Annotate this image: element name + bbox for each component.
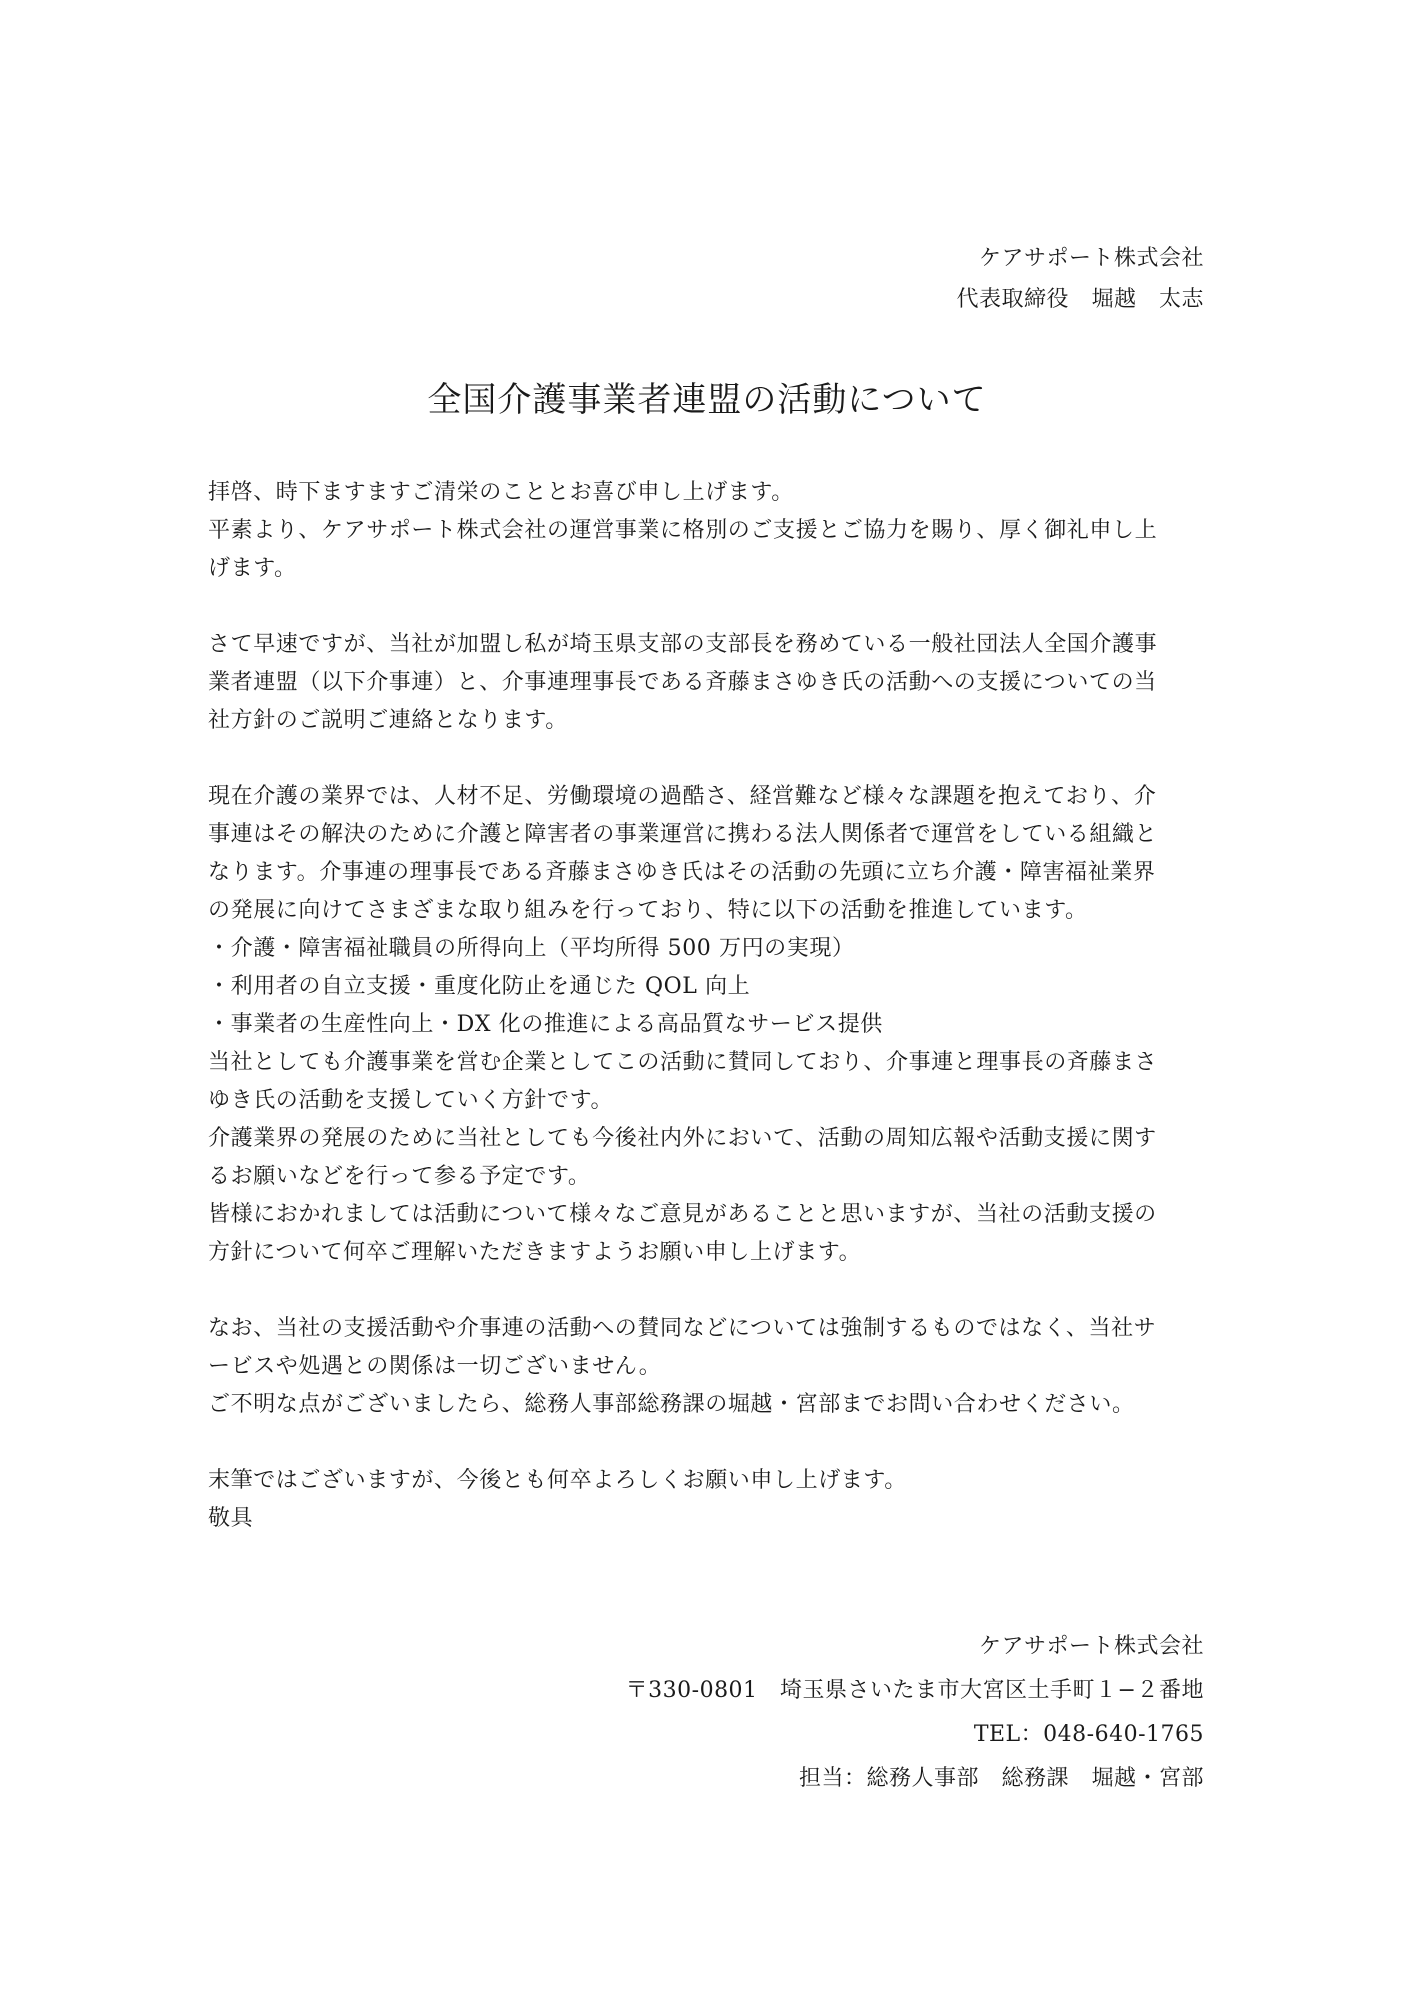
body-line: 末筆ではございますが、今後とも何卒よろしくお願い申し上げます。: [208, 1468, 907, 1493]
body-line: 業者連盟（以下介事連）と、介事連理事長である斉藤まさゆき氏の活動への支援についての当: [208, 670, 1157, 695]
paragraph-note: [208, 1310, 1208, 1424]
bullet-item: ・利用者の自立支援・重度化防止を通じた QOL 向上: [208, 974, 751, 999]
body-line: 社方針のご説明ご連絡となります。: [208, 708, 568, 733]
body-line: ご不明な点がございましたら、総務人事部総務課の堀越・宮部までお問い合わせください。: [208, 1392, 1135, 1417]
paragraph-activities: [208, 778, 1208, 1272]
closing-keigu: 敬具: [208, 1506, 254, 1531]
body-line: ービスや処遇との関係は一切ございません。: [208, 1354, 662, 1379]
bullet-item: ・介護・障害福祉職員の所得向上（平均所得 500 万円の実現）: [208, 936, 855, 961]
sender-company: ケアサポート株式会社: [978, 246, 1204, 271]
footer-signature: [626, 1625, 1204, 1801]
body-line: げます。: [208, 556, 297, 581]
body-line: なお、当社の支援活動や介事連の活動への賛同などについては強制するものではなく、当社サ: [208, 1316, 1157, 1341]
body-line: の発展に向けてさまざまな取り組みを行っており、特に以下の活動を推進しています。: [208, 898, 1088, 923]
footer-contact: 担当：総務人事部 総務課 堀越・宮部: [798, 1766, 1204, 1791]
bullet-item: ・事業者の生産性向上・DX 化の推進による高品質なサービス提供: [208, 1012, 883, 1037]
letter-body: [208, 474, 1208, 1538]
body-line: 方針について何卒ご理解いただきますようお願い申し上げます。: [208, 1240, 862, 1265]
body-line: 当社としても介護事業を営む企業としてこの活動に賛同しており、介事連と理事長の斉藤まさ: [208, 1050, 1158, 1075]
sender-block: [956, 238, 1204, 320]
body-line: 平素より、ケアサポート株式会社の運営事業に格別のご支援とご協力を賜り、厚く御礼申し上: [208, 518, 1158, 543]
body-line: 現在介護の業界では、人材不足、労働環境の過酷さ、経営難など様々な課題を抱えており、介: [208, 784, 1157, 809]
paragraph-purpose: [208, 626, 1208, 740]
body-line: ゆき氏の活動を支援していく方針です。: [208, 1088, 614, 1113]
body-line: なります。介事連の理事長である斉藤まさゆき氏はその活動の先頭に立ち介護・障害福祉業界: [208, 860, 1156, 885]
paragraph-greeting: [208, 474, 1208, 588]
sender-representative: 代表取締役 堀越 太志: [956, 287, 1204, 312]
body-line: 皆様におかれましては活動について様々なご意見があることと思いますが、当社の活動支援の: [208, 1202, 1157, 1227]
footer-company: ケアサポート株式会社: [978, 1634, 1204, 1659]
body-line: るお願いなどを行って参る予定です。: [208, 1164, 591, 1189]
body-line: さて早速ですが、当社が加盟し私が埼玉県支部の支部長を務めている一般社団法人全国介護事: [208, 632, 1158, 657]
body-line: 介護業界の発展のために当社としても今後社内外において、活動の周知広報や活動支援に関す: [208, 1126, 1157, 1151]
body-line: 拝啓、時下ますますご清栄のこととお喜び申し上げます。: [208, 480, 794, 505]
footer-tel: TEL：048-640-1765: [973, 1722, 1204, 1747]
paragraph-closing: [208, 1462, 1208, 1538]
footer-address: 〒330-0801 埼玉県さいたま市大宮区土手町１−２番地: [625, 1678, 1204, 1703]
body-line: 事連はその解決のために介護と障害者の事業運営に携わる法人関係者で運営をしている組織と: [208, 822, 1158, 847]
document-title: 全国介護事業者連盟の活動について: [427, 380, 987, 420]
